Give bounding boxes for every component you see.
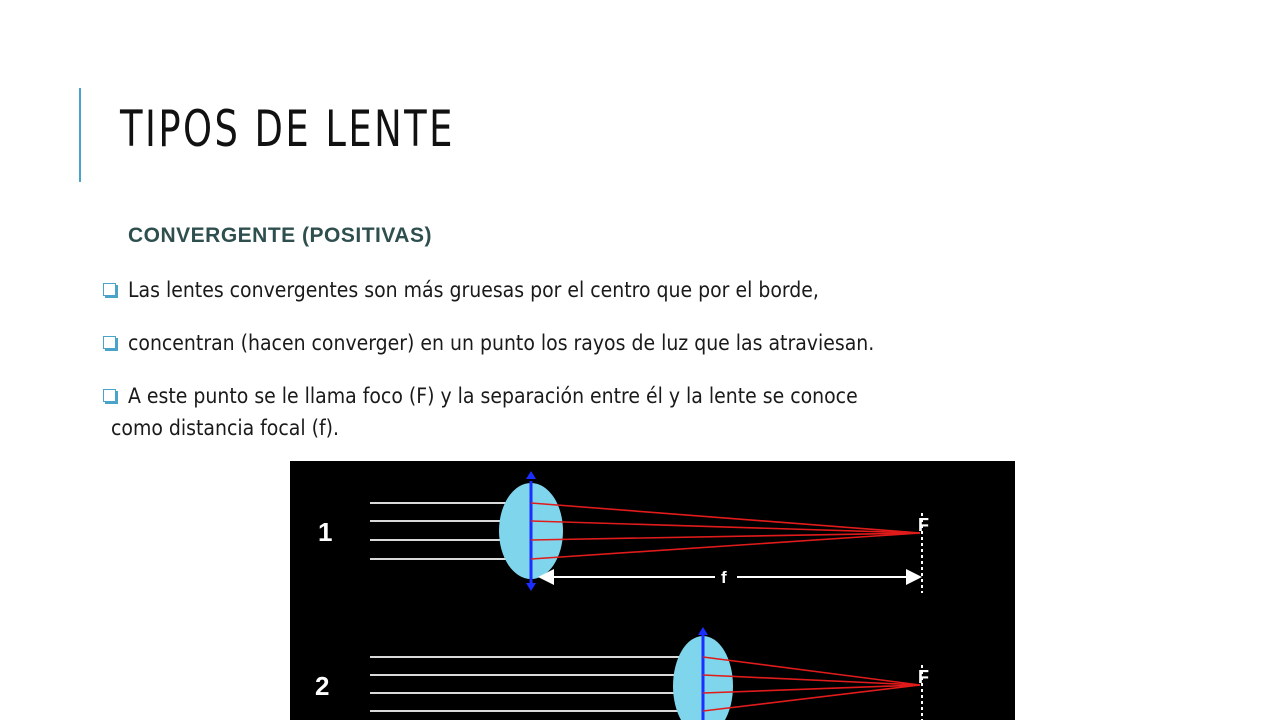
bullet-text: A este punto se le llama foco (F) y la separación entre él y la lente se conoce xyxy=(128,384,858,408)
bullet-text: concentran (hacen converger) en un punto los rayos de luz que las atraviesan. xyxy=(128,331,875,355)
focus-label-2: F xyxy=(918,667,929,687)
bullet-item xyxy=(103,327,1103,359)
incident-rays-2 xyxy=(370,657,690,711)
focal-distance-label: f xyxy=(721,568,727,587)
checkbox-bullet-icon xyxy=(103,389,116,402)
focus-label-1: F xyxy=(918,515,929,535)
lens-axis-arrow-2 xyxy=(698,627,708,635)
bullet-list xyxy=(103,274,1103,465)
case-2-label: 2 xyxy=(315,671,330,701)
bullet-item xyxy=(103,380,1103,444)
refracted-rays-1 xyxy=(531,503,920,559)
diagram-case-2 xyxy=(315,627,929,720)
diagram-case-1 xyxy=(318,471,929,593)
page-title: TIPOS DE LENTE xyxy=(120,100,455,158)
refracted-ray xyxy=(531,521,920,533)
section-subtitle: CONVERGENTE (POSITIVAS) xyxy=(128,224,432,247)
case-1-label: 1 xyxy=(318,517,333,547)
title-accent-bar xyxy=(79,88,81,182)
checkbox-bullet-icon xyxy=(103,283,116,296)
lens-diagram-svg xyxy=(290,461,1015,720)
lens-diagram xyxy=(290,461,1015,720)
bullet-text: Las lentes convergentes son más gruesas por el centro que por el borde, xyxy=(128,278,819,302)
refracted-rays-2 xyxy=(703,657,920,711)
refracted-ray xyxy=(531,503,920,533)
bullet-text-continuation: como distancia focal (f). xyxy=(111,416,339,440)
bullet-item xyxy=(103,274,1103,306)
checkbox-bullet-icon xyxy=(103,336,116,349)
